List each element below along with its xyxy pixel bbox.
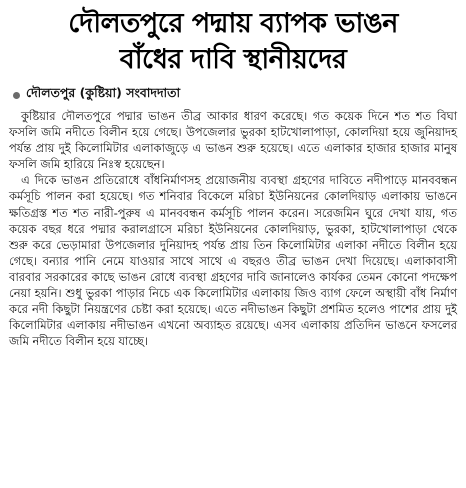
headline-line-2: বাঁধের দাবি স্থানীয়দের: [119, 44, 347, 75]
byline: দৌলতপুর (কুষ্টিয়া) সংবাদদাতা: [26, 85, 181, 100]
article-paragraph-2: এ দিকে ভাঙন প্রতিরোধে বাঁধনির্মাণসহ প্রয়োজনীয় ব্যবস্থা গ্রহণের দাবিতে নদীপাড়ে মানববন্ধন কর্মসূচি পালন করা হয়েছে। গত শনিবার বিকেলে মরিচা ইউনিয়নের কোলদিয়াড় এলাকায় ভাঙনে ক্ষতিগ্রস্ত শত শত নারী-পুরুষ এ মানববন্ধন কর্মসূচি পালন করেন। সরেজমিন ঘুরে দেখা যায়, গত কয়েক বছর ধরে পদ্মার করালগ্রাসে মরিচা ইউনিয়নের কোলদিয়াড়, ভুরকা, হাটখোলাপাড়া থেকে শুরু করে ভেড়ামারা উপজেলার দুনিয়াদহ পর্যন্ত প্রায় তিন কিলোমিটার এলাকা নদীতে বিলীন হয়ে গেছে। বন্যার পানি নেমে যাওয়ার সাথে সাথে এ বছরও তীব্র ভাঙন দেখা দিয়েছে। এলাকাবাসী বারবার সরকারের কাছে ভাঙন রোধে ব্যবস্থা গ্রহণের দাবি জানালেও কার্যকর তেমন কোনো পদক্ষেপ নেয়া হয়নি। শুধু ভুরকা পাড়ার নিচে এক কিলোমিটার এলাকায় জিও ব্যাগ ফেলে অস্থায়ী বাঁধ নির্মাণ করে নদী কিছুটা নিয়ন্ত্রণের চেষ্টা করা হয়েছে। এতে নদীভাঙন কিছুটা প্রশমিত হলেও পাশের প্রায় দুই কিলোমিটার এলাকায় নদীভাঙন এখনো অব্যাহত রয়েছে। এসব এলাকায় প্রতিদিন ভাঙনে ফসলের জমি নদীতে বিলীন হয়ে যাচ্ছে।: [9, 173, 457, 349]
headline-line-1: দৌলতপুরে পদ্মায় ব্যাপক ভাঙন: [68, 8, 398, 39]
byline-row: [9, 86, 457, 104]
bullet-icon: [13, 92, 20, 99]
article-paragraph-1: কুষ্টিয়ার দৌলতপুরে পদ্মার ভাঙন তীব্র আকার ধারণ করেছে। গত কয়েক দিনে শত শত বিঘা ফসলি জমি নদীতে বিলীন হয়ে গেছে। উপজেলার ভুরকা হাটখোলাপাড়া, কোলদিয়া হয়ে জুনিয়াদহ পর্যন্ত প্রায় দুই কিলোমিটার এলাকাজুড়ে এ ভাঙন শুরু হয়েছে। এতে এলাকার হাজার হাজার মানুষ ফসলি জমি হারিয়ে নিঃস্ব হয়েছেন।: [9, 109, 457, 172]
article-body: [9, 108, 457, 349]
